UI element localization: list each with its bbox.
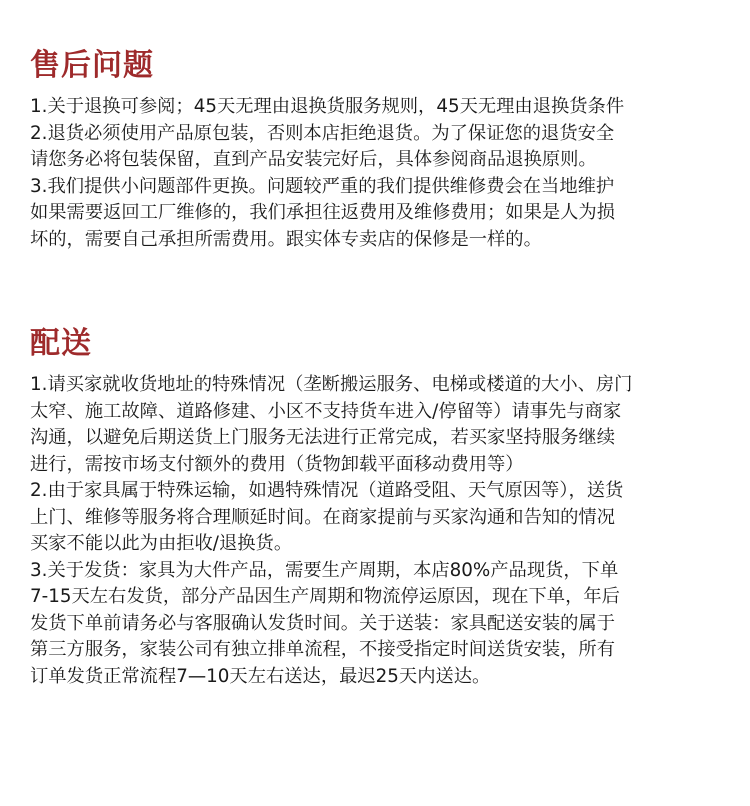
text-line: 3.我们提供小问题部件更换。问题较严重的我们提供维修费会在当地维护: [30, 175, 615, 197]
after-sales-item-3: [30, 174, 730, 254]
text-line: 坏的，需要自己承担所需费用。跟实体专卖店的保修是一样的。: [30, 228, 542, 250]
text-line: 1.请买家就收货地址的特殊情况（垄断搬运服务、电梯或楼道的大小、房门: [30, 374, 633, 395]
text-line: 7-15天左右发货，部分产品因生产周期和物流停运原因，现在下单，年后: [30, 586, 620, 607]
delivery-title: 配送: [30, 326, 92, 361]
text-line: 如果需要返回工厂维修的，我们承担往返费用及维修费用；如果是人为损: [30, 202, 615, 223]
delivery-section: [30, 322, 730, 690]
text-line: 沟通，以避免后期送货上门服务无法进行正常完成，若买家坚持服务继续: [30, 427, 615, 448]
text-line: 3.关于发货：家具为大件产品，需要生产周期，本店80%产品现货，下单: [30, 559, 619, 581]
text-line: 太窄、施工故障、道路修建、小区不支持货车进入/停留等）请事先与商家: [30, 400, 622, 422]
delivery-item-3: [30, 558, 730, 691]
text-line: 2.由于家具属于特殊运输，如遇特殊情况（道路受阻、天气原因等），送货: [30, 480, 624, 501]
text-line: 第三方服务，家装公司有独立排单流程，不接受指定时间送货安装，所有: [30, 639, 615, 660]
text-line: 请您务必将包装保留，直到产品安装完好后，具体参阅商品退换原则。: [30, 149, 597, 170]
text-line: 买家不能以此为由拒收/退换货。: [30, 533, 293, 554]
delivery-item-2: [30, 478, 730, 558]
text-line: 进行，需按市场支付额外的费用（货物卸载平面移动费用等）: [30, 453, 524, 475]
after-sales-section: [30, 44, 730, 253]
text-line: 发货下单前请务必与客服确认发货时间。关于送装：家具配送安装的属于: [30, 612, 615, 634]
after-sales-item-2: [30, 121, 730, 174]
text-line: 订单发货正常流程7—10天左右送达，最迟25天内送达。: [30, 665, 491, 687]
text-line: 2.退货必须使用产品原包装，否则本店拒绝退货。为了保证您的退货安全: [30, 122, 615, 144]
after-sales-body: [30, 94, 730, 253]
after-sales-item-1: [30, 94, 730, 121]
after-sales-title: 售后问题: [30, 48, 154, 83]
text-line: 上门、维修等服务将合理顺延时间。在商家提前与买家沟通和告知的情况: [30, 506, 615, 528]
delivery-item-1: [30, 372, 730, 478]
text-line: 1.关于退换可参阅；45天无理由退换货服务规则，45天无理由退换货条件: [30, 96, 625, 117]
delivery-body: [30, 372, 730, 690]
